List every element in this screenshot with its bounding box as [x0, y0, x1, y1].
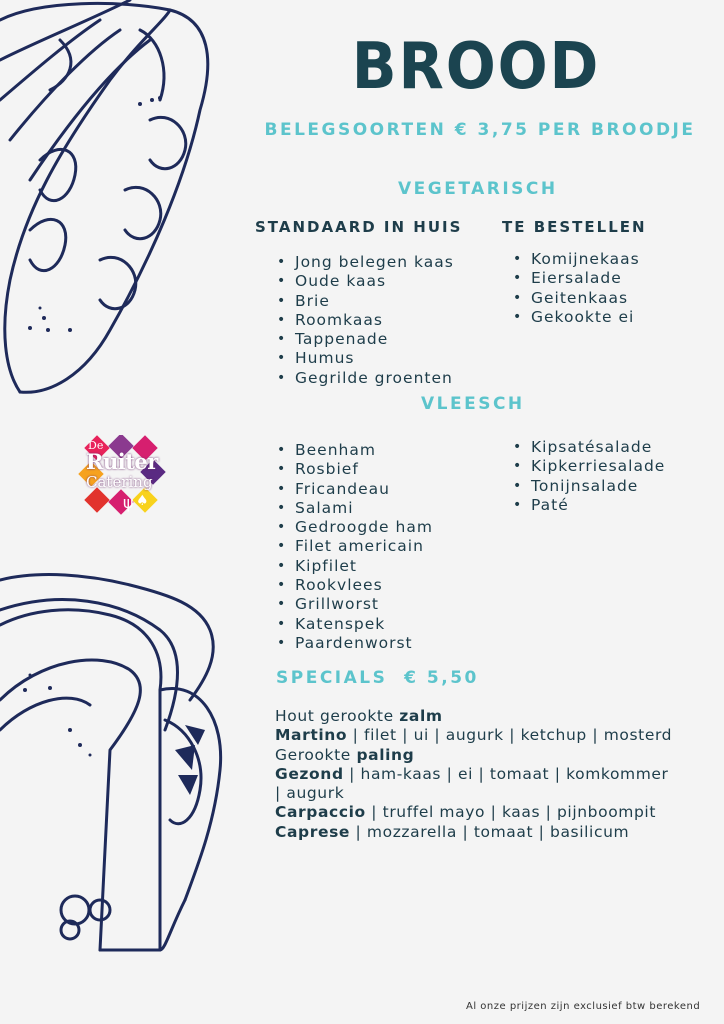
special-item: Carpaccio | truffel mayo | kaas | pijnboompit	[275, 803, 656, 822]
vleesch-left-list	[275, 441, 433, 653]
list-item: • Fricandeau	[275, 480, 433, 499]
standaard-list	[275, 253, 454, 388]
sandwich-illustration-bottom	[0, 570, 240, 970]
list-item: • Grillworst	[275, 595, 433, 614]
list-item: • Katenspek	[275, 615, 433, 634]
vleesch-right-list	[511, 438, 665, 515]
list-item: • Paté	[511, 496, 665, 515]
logo-text-ruiter: Ruiter	[86, 449, 158, 474]
logo-text-catering: Catering	[86, 473, 153, 491]
special-item: Martino | filet | ui | augurk | ketchup | mosterd	[275, 726, 673, 745]
list-item: • Roomkaas	[275, 311, 454, 330]
list-item: • Tappenade	[275, 330, 454, 349]
list-item: • Filet americain	[275, 537, 433, 556]
list-item: • Gegrilde groenten	[275, 369, 454, 388]
list-item: • Kipfilet	[275, 557, 433, 576]
fork-icon: ψ	[123, 493, 134, 512]
specials-heading: SPECIALS € 5,50	[276, 668, 479, 688]
standaard-heading: STANDAARD IN HUIS	[255, 218, 463, 236]
list-item: • Gekookte ei	[511, 308, 640, 327]
special-item: Hout gerookte zalm	[275, 707, 443, 725]
list-item: • Tonijnsalade	[511, 477, 665, 496]
special-item: Gerookte paling	[275, 745, 415, 764]
list-item: • Gedroogde ham	[275, 518, 433, 537]
list-item: • Eiersalade	[511, 269, 640, 288]
logo-text-de: De	[88, 439, 104, 452]
sandwich-illustration-top	[0, 0, 230, 400]
list-item: • Rookvlees	[275, 576, 433, 595]
bestellen-list	[511, 250, 640, 327]
list-item: • Jong belegen kaas	[275, 253, 454, 272]
vleesch-heading: VLEESCH	[421, 394, 525, 414]
bestellen-heading: TE BESTELLEN	[502, 218, 647, 236]
list-item: • Rosbief	[275, 460, 433, 479]
specials-list	[275, 707, 675, 842]
list-item: • Kipkerriesalade	[511, 457, 665, 476]
special-item: Caprese | mozzarella | tomaat | basilicum	[275, 822, 630, 841]
list-item: • Kipsatésalade	[511, 438, 665, 457]
list-item: • Komijnekaas	[511, 250, 640, 269]
list-item: • Salami	[275, 499, 433, 518]
list-item: • Oude kaas	[275, 272, 454, 291]
footer-note: Al onze prijzen zijn exclusief btw berekend	[466, 1001, 701, 1012]
spoon-icon: ♠	[136, 493, 149, 509]
vegetarisch-heading: VEGETARISCH	[398, 179, 558, 199]
company-logo	[78, 435, 166, 519]
page-title: BROOD	[351, 30, 601, 104]
list-item: • Brie	[275, 292, 454, 311]
list-item: • Beenham	[275, 441, 433, 460]
list-item: • Geitenkaas	[511, 289, 640, 308]
price-line: BELEGSOORTEN € 3,75 PER BROODJE	[264, 120, 696, 140]
list-item: • Humus	[275, 349, 454, 368]
list-item: • Paardenworst	[275, 634, 433, 653]
special-item: Gezond | ham-kaas | ei | tomaat | komkommer | augurk	[275, 764, 669, 803]
